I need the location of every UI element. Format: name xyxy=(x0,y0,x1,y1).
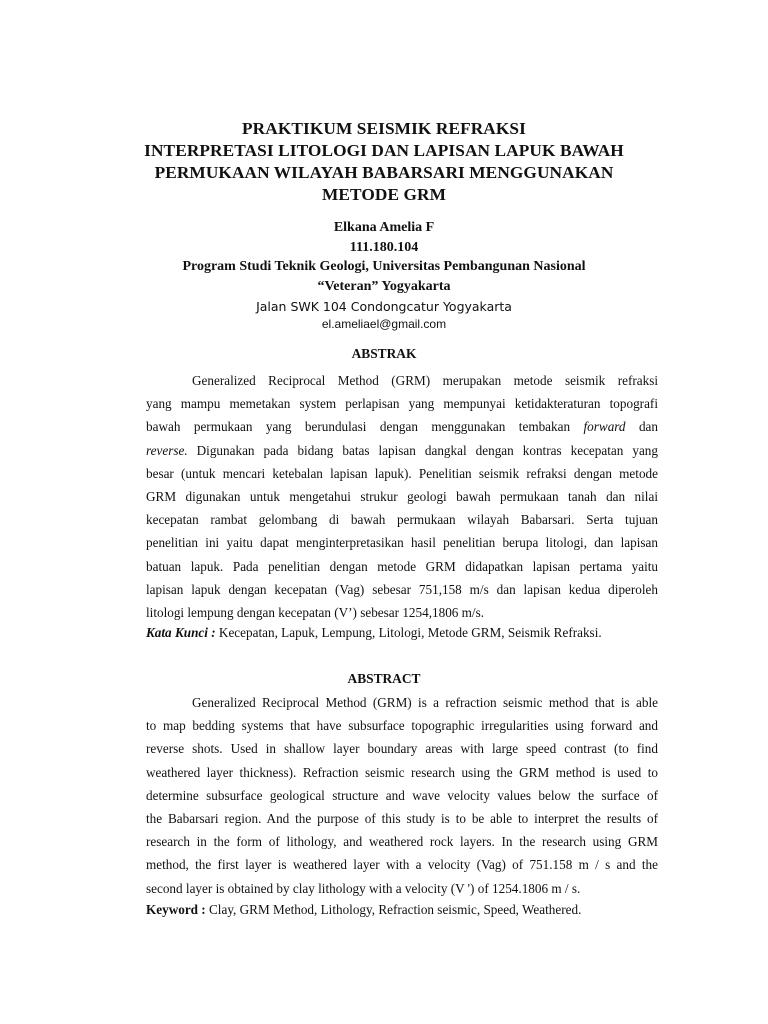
abstract-line: second layer is obtained by clay lithology with a velocity (V ') of 1254.1806 m / s. xyxy=(146,880,581,896)
abstract-line: reverse shots. Used in shallow layer boundary areas with large speed contrast (to find xyxy=(146,741,658,757)
kata-kunci-values: Kecepatan, Lapuk, Lempung, Litologi, Metode GRM, Seismik Refraksi. xyxy=(215,625,602,640)
abstrak-line: kecepatan rambat gelombang di bawah permukaan wilayah Babarsari. Serta tujuan xyxy=(146,512,658,528)
abstrak-italic-term: forward xyxy=(583,419,626,435)
affiliation-line: “Veteran” Yogyakarta xyxy=(317,278,451,294)
author-name: Elkana Amelia F xyxy=(333,220,435,235)
abstrak-italic-term: reverse. xyxy=(146,442,188,458)
abstract-line: determine subsurface geological structure and wave velocity values below the surface of xyxy=(146,787,658,803)
abstrak-line: GRM digunakan untuk mengetahui strukur geologi bawah permukaan tanah dan nilai xyxy=(146,488,658,504)
abstrak-text: Digunakan pada bidang batas lapisan dangkal dengan kontras kecepatan yang xyxy=(187,442,658,458)
address: Jalan SWK 104 Condongcatur Yogyakarta xyxy=(256,299,512,314)
abstrak-text: dan xyxy=(625,419,659,435)
abstract-line: Generalized Reciprocal Method (GRM) is a refraction seismic method that is able xyxy=(192,695,658,710)
abstract-line: the Babarsari region. And the purpose of this study is to be able to interpret the results of xyxy=(146,810,658,826)
author-info xyxy=(0,218,768,333)
abstrak-line: besar (untuk mencari ketebalan lapisan lapuk). Penelitian seismik refraksi dengan metode xyxy=(146,465,658,481)
email: el.ameliael@gmail.com xyxy=(321,317,447,331)
abstrak-line: litologi lempung dengan kecepatan (V’) sebesar 1254,1806 m/s. xyxy=(146,604,485,620)
abstract-body xyxy=(146,691,658,900)
abstract-line: method, the first layer is weathered layer with a velocity (Vag) of 751.158 m / s and the xyxy=(146,857,658,873)
kata-kunci-label: Kata Kunci : xyxy=(146,625,216,640)
title-line: PERMUKAAN WILAYAH BABARSARI MENGGUNAKAN xyxy=(154,163,614,182)
kata-kunci xyxy=(146,625,602,641)
abstrak-line: penelitian ini yaitu dapat menginterpretasikan hasil penelitian berupa litologi, dan lapisan xyxy=(146,535,658,551)
keyword-label: Keyword : xyxy=(146,902,206,917)
paper-title xyxy=(0,118,768,206)
keyword xyxy=(146,902,581,918)
abstrak-line: lapisan lapuk dengan kecepatan (Vag) sebesar 751,158 m/s dan lapisan kedua diperoleh xyxy=(146,581,658,597)
abstract-line: weathered layer thickness). Refraction seismic research using the GRM method is used to xyxy=(146,764,658,780)
affiliation-line: Program Studi Teknik Geologi, Universitas Pembangunan Nasional xyxy=(182,259,586,274)
abstrak-heading: ABSTRAK xyxy=(351,346,417,361)
student-id: 111.180.104 xyxy=(349,239,419,255)
abstrak-line: yang mampu memetakan system perlapisan yang mempunyai ketidakteraturan topografi xyxy=(146,396,658,412)
title-line: PRAKTIKUM SEISMIK REFRAKSI xyxy=(242,119,526,138)
keyword-values: Clay, GRM Method, Lithology, Refraction seismic, Speed, Weathered. xyxy=(205,902,582,917)
abstrak-line: Generalized Reciprocal Method (GRM) merupakan metode seismik refraksi xyxy=(192,373,658,388)
title-line: INTERPRETASI LITOLOGI DAN LAPISAN LAPUK BAWAH xyxy=(144,141,624,160)
abstrak-line xyxy=(146,415,658,438)
title-line: METODE GRM xyxy=(321,185,447,204)
abstract-heading: ABSTRACT xyxy=(347,671,421,686)
abstrak-text: bawah permukaan yang berundulasi dengan menggunakan tembakan xyxy=(146,419,584,435)
abstrak-body xyxy=(146,369,658,624)
abstract-line: to map bedding systems that have subsurface topographic irregularities using forward and xyxy=(146,718,658,734)
abstrak-line: batuan lapuk. Pada penelitian dengan metode GRM didapatkan lapisan pertama yaitu xyxy=(146,558,658,574)
abstrak-line xyxy=(146,439,658,462)
abstract-line: research in the form of lithology, and weathered rock layers. In the research using GRM xyxy=(146,834,658,850)
